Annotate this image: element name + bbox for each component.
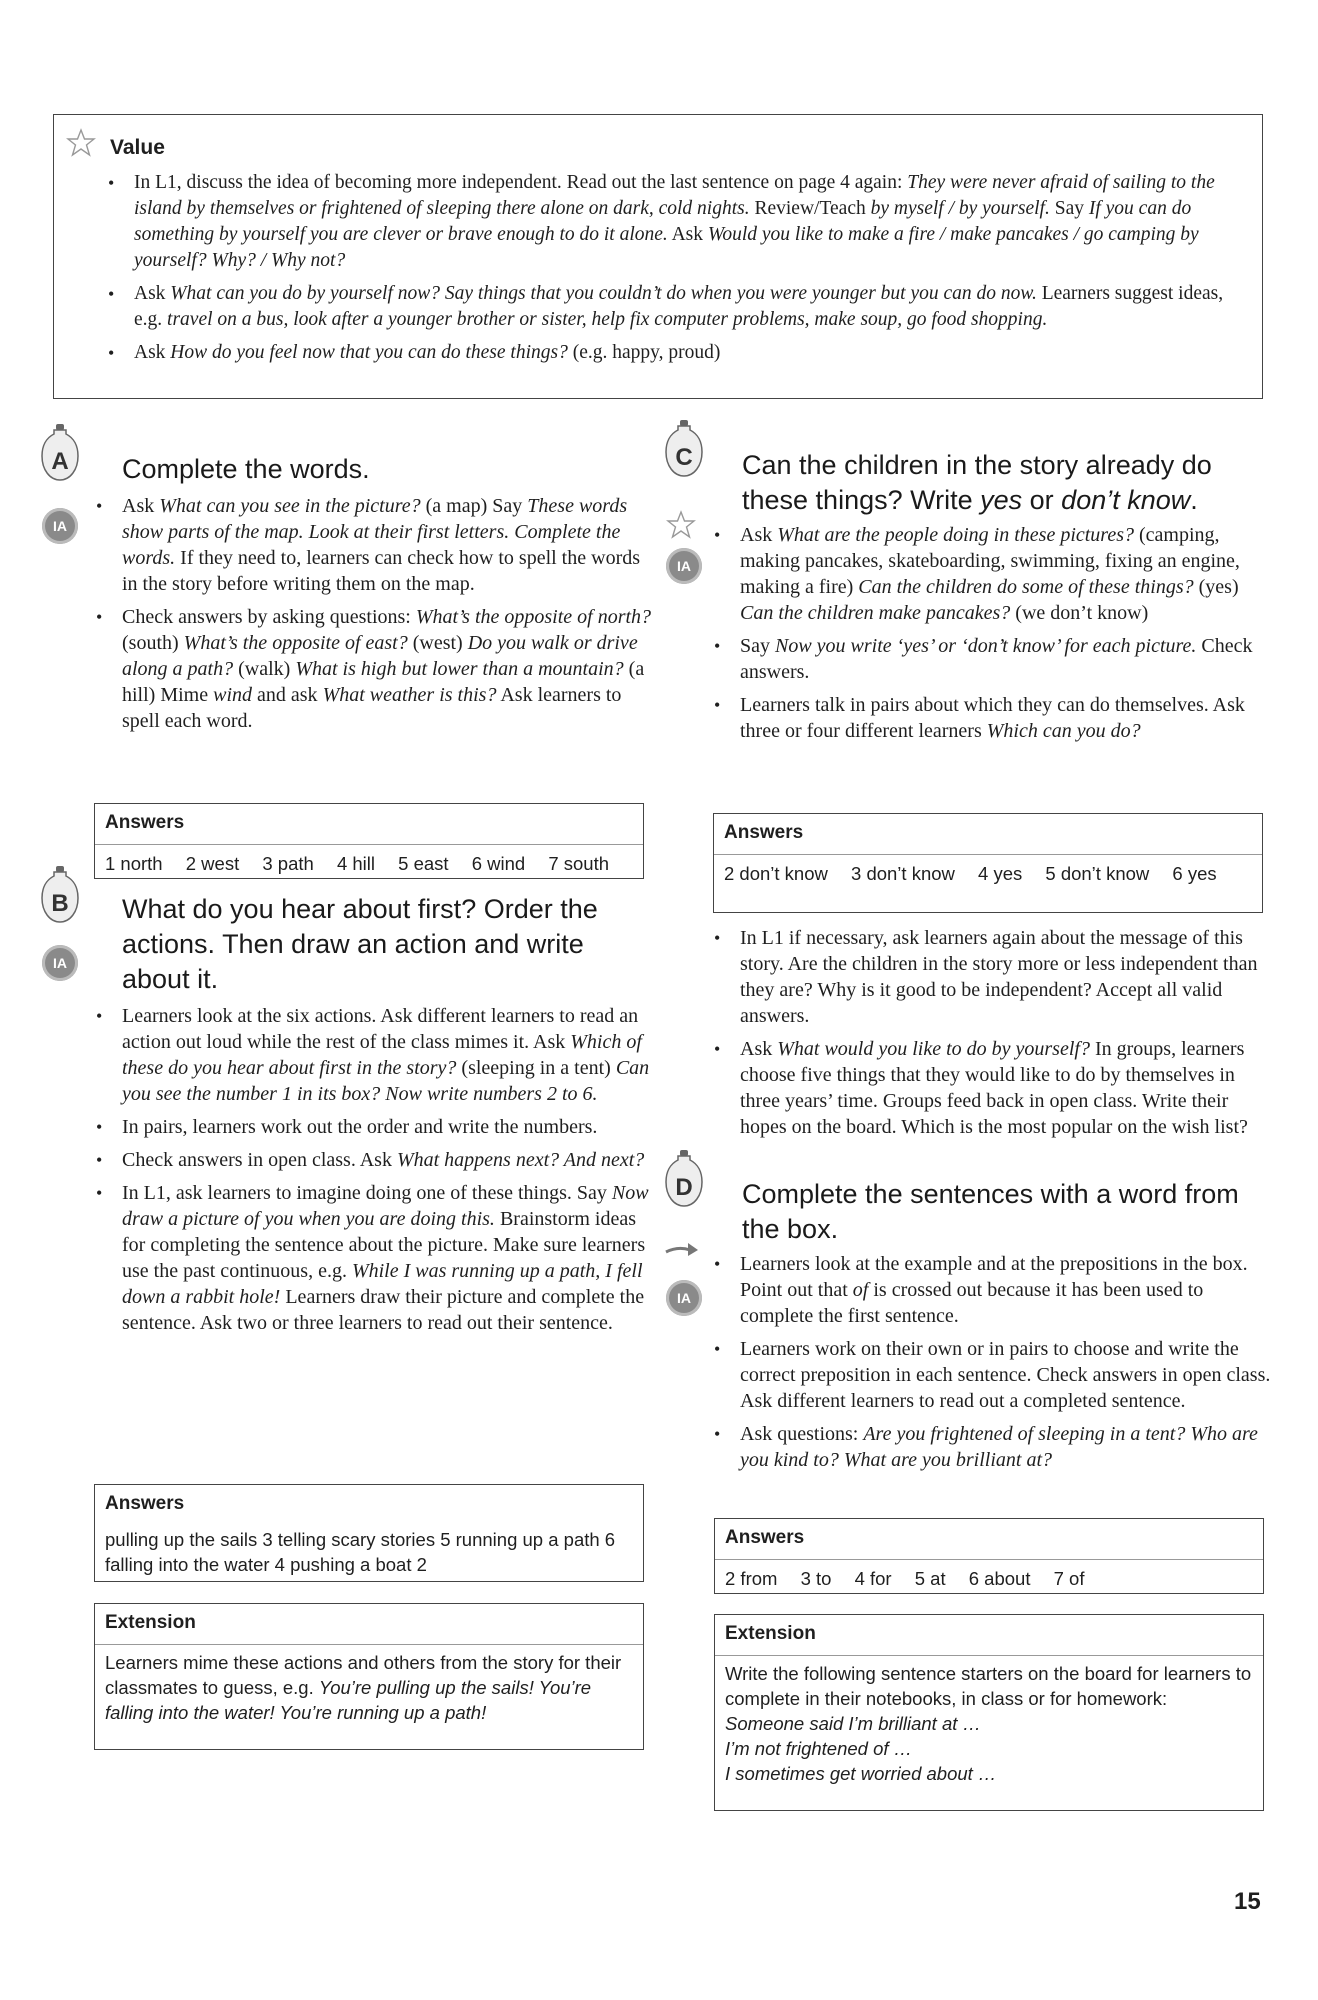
bullet-item: • Learners talk in pairs about which they can do themselves. Ask three or four different learners Which can you do?: [712, 692, 1272, 744]
bullet-item: • Ask What can you see in the picture? (a map) Say These words show parts of the map. Look at their first letters. Complete the words. If they need to, learners can check how to spell the words in the story before writing them on the map.: [94, 493, 652, 597]
value-title: Value: [110, 136, 165, 159]
answer-item: 3 path: [262, 853, 314, 874]
bullet-item: • Say Now you write ‘yes’ or ‘don’t know’ for each picture. Check answers.: [712, 633, 1272, 685]
section-d-title: Complete the sentences with a word from the box.: [742, 1179, 1239, 1244]
section-d-extension-text: [725, 1661, 1255, 1786]
answer-item: 5 at: [914, 1568, 946, 1589]
answers-heading: Answers: [724, 822, 804, 843]
section-a-letter: A: [51, 448, 69, 475]
answer-item: 4 hill: [336, 853, 375, 874]
section-b-letter: B: [51, 890, 69, 917]
bullet-item: • In L1 if necessary, ask learners again about the message of this story. Are the children in the story more or less independent than they are? Why is it good to be independent? Accept all valid answers.: [712, 925, 1272, 1029]
ia-icon: IA: [666, 1280, 702, 1316]
answer-item: 4 yes: [978, 863, 1023, 884]
bullet-item: • Learners look at the six actions. Ask different learners to read an action out loud while the rest of the class mimes it. Ask Which of these do you hear about first in the story? (sleeping in a tent) Can you see the number 1 in its box? Now write numbers 2 to 6.: [94, 1003, 652, 1107]
ia-icon: IA: [42, 508, 78, 544]
bullet-item: • Check answers in open class. Ask What happens next? And next?: [94, 1147, 652, 1173]
value-bullet-list: [106, 170, 1256, 373]
section-c-title: Can the children in the story already do these things? Write yes or don’t know.: [742, 450, 1212, 515]
section-b-answers-box: [94, 1484, 644, 1582]
section-d-bullet-list: [712, 1251, 1272, 1480]
answer-item: 6 wind: [471, 853, 526, 874]
answer-item: 5 east: [398, 853, 449, 874]
answer-item: 7 of: [1053, 1568, 1085, 1589]
bullet-item: • Learners look at the example and at the prepositions in the box. Point out that of is crossed out because it has been used to complete the first sentence.: [712, 1251, 1272, 1329]
bullet-item: • Ask What would you like to do by yourself? In groups, learners choose five things that they would like to do by themselves in three years’ time. Groups feed back in open class. Write their hopes on the board. Which is the most popular on the wish list?: [712, 1036, 1272, 1140]
answer-item: 1 north: [105, 853, 163, 874]
section-d-badge-icon: [664, 1148, 704, 1210]
bullet-item: • In L1, discuss the idea of becoming more independent. Read out the last sentence on page 4 again: They were never afraid of sailing to the island by themselves or frightened of sleeping there alone on dark, cold nights. Review/Teach by myself / by yourself. Say If you can do something by yourself you are clever or brave enough to do it alone. Ask Would you like to make a fire / make pancakes / go camping by yourself? Why? / Why not?: [106, 170, 1256, 274]
extension-line: Someone said I’m brilliant at …: [725, 1713, 982, 1734]
bullet-item: • Learners work on their own or in pairs to choose and write the correct preposition in each sentence. Check answers in open class. Ask different learners to read out a completed sentence.: [712, 1336, 1272, 1414]
ia-icon: IA: [42, 945, 78, 981]
answer-item: 4 for: [854, 1568, 892, 1589]
extension-line: I sometimes get worried about …: [725, 1763, 997, 1784]
section-a-answers: [105, 851, 635, 876]
section-c-badge-icon: [664, 418, 704, 480]
section-c-letter: C: [675, 444, 693, 471]
section-d-answers-box: [714, 1518, 1264, 1594]
section-b-extension-text: Learners mime these actions and others from the story for their classmates to guess, e.g. You’re pulling up the sails! You’re falling into the water! You’re running up a path!: [105, 1652, 622, 1723]
answer-item: 6 about: [968, 1568, 1031, 1589]
answer-item: 3 don’t know: [851, 863, 955, 884]
section-d-answers: [725, 1566, 1255, 1591]
extension-intro: Write the following sentence starters on the board for learners to complete in their notebooks, in class or for homework:: [725, 1663, 1252, 1709]
ia-icon: IA: [666, 548, 702, 584]
extension-heading: Extension: [725, 1623, 816, 1644]
section-b-badge-icon: [40, 864, 80, 926]
answer-item: 5 don’t know: [1045, 863, 1150, 884]
section-a-bullet-list: [94, 493, 652, 741]
section-c-answers: [724, 861, 1254, 886]
bullet-item: • In pairs, learners work out the order and write the numbers.: [94, 1114, 652, 1140]
arrow-icon: [664, 1240, 700, 1260]
bullet-item: • Ask What can you do by yourself now? Say things that you couldn’t do when you were younger but you can do now. Learners suggest ideas, e.g. travel on a bus, look after a younger brother or sister, help fix computer problems, make soup, go food shopping.: [106, 281, 1256, 333]
section-a-title: Complete the words.: [122, 454, 370, 484]
extension-heading: Extension: [105, 1612, 196, 1633]
section-d-letter: D: [675, 1174, 693, 1201]
answer-item: 6 yes: [1172, 863, 1217, 884]
answer-item: 2 don’t know: [724, 863, 828, 884]
section-a-answers-box: [94, 803, 644, 879]
page-number: 15: [1234, 1888, 1261, 1915]
answer-item: 3 to: [800, 1568, 832, 1589]
section-c-bullet-list: [712, 522, 1272, 751]
answers-heading: Answers: [725, 1527, 805, 1548]
answer-item: 7 south: [548, 853, 609, 874]
section-a-badge-icon: [40, 422, 80, 484]
section-b-extension-box: [94, 1603, 644, 1750]
answers-heading: Answers: [105, 812, 185, 833]
bullet-item: • Ask What are the people doing in these pictures? (camping, making pancakes, skateboarding, swimming, fixing an engine, making a fire) Can the children do some of these things? (yes) Can the children make pancakes? (we don’t know): [712, 522, 1272, 626]
answer-item: 2 from: [725, 1568, 778, 1589]
bullet-item: • In L1, ask learners to imagine doing one of these things. Say Now draw a picture of you when you are doing this. Brainstorm ideas for completing the sentence about the picture. Make sure learners use the past continuous, e.g. While I was running up a path, I fell down a rabbit hole! Learners draw their picture and complete the sentence. Ask two or three learners to read out their sentence.: [94, 1180, 652, 1336]
section-c-followup-list: [712, 925, 1272, 1147]
section-b-title: What do you hear about first? Order the actions. Then draw an action and write about it.: [122, 894, 598, 994]
bullet-item: • Check answers by asking questions: What’s the opposite of north? (south) What’s the opposite of east? (west) Do you walk or drive along a path? (walk) What is high but lower than a mountain? (a hill) Mime wind and ask What weather is this? Ask learners to spell each word.: [94, 604, 652, 734]
section-b-answers: pulling up the sails 3 telling scary stories 5 running up a path 6 falling into the water 4 pushing a boat 2: [105, 1529, 616, 1575]
section-b-bullet-list: [94, 1003, 652, 1343]
bullet-item: • Ask How do you feel now that you can do these things? (e.g. happy, proud): [106, 340, 1256, 366]
extension-line: I’m not frightened of …: [725, 1738, 913, 1759]
section-c-answers-box: [713, 813, 1263, 913]
star-icon: [666, 510, 696, 540]
answers-heading: Answers: [105, 1493, 185, 1514]
star-icon: [66, 128, 96, 158]
answer-item: 2 west: [185, 853, 240, 874]
bullet-item: • Ask questions: Are you frightened of sleeping in a tent? Who are you kind to? What are you brilliant at?: [712, 1421, 1272, 1473]
section-d-extension-box: [714, 1614, 1264, 1811]
